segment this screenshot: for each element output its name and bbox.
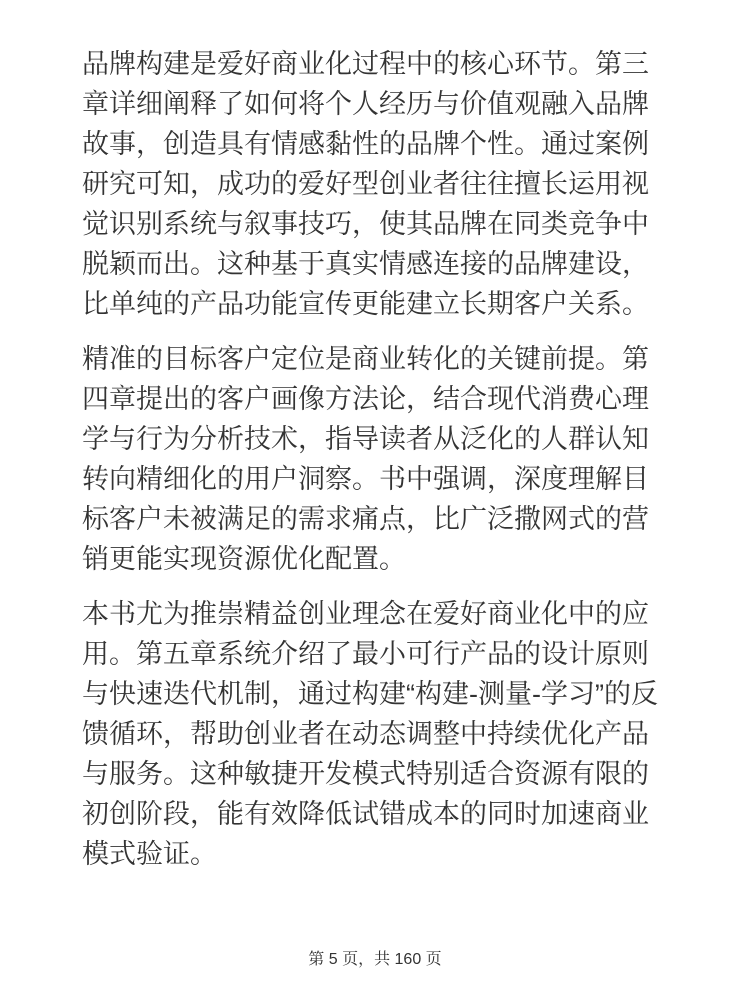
document-body bbox=[82, 44, 672, 889]
page-number-indicator: 第 5 页，共 160 页 bbox=[308, 951, 442, 968]
paragraph-customer-targeting: 精准的目标客户定位是商业转化的关键前提。第四章提出的客户画像方法论，结合现代消费心理学与行为分析技术，指导读者从泛化的人群认知转向精细化的用户洞察。书中强调，深度理解目标客户未被满足的需求痛点，比广泛撒网式的营销更能实现资源优化配置。 bbox=[82, 344, 649, 574]
paragraph-lean-startup: 本书尤为推崇精益创业理念在爱好商业化中的应用。第五章系统介绍了最小可行产品的设计原则与快速迭代机制，通过构建“构建-测量-学习”的反馈循环，帮助创业者在动态调整中持续优化产品与服务。这种敏捷开发模式特别适合资源有限的初创阶段，能有效降低试错成本的同时加速商业模式验证。 bbox=[82, 599, 658, 869]
paragraph-brand-building: 品牌构建是爱好商业化过程中的核心环节。第三章详细阐释了如何将个人经历与价值观融入品牌故事，创造具有情感黏性的品牌个性。通过案例研究可知，成功的爱好型创业者往往擅长运用视觉识别系统与叙事技巧，使其品牌在同类竞争中脱颖而出。这种基于真实情感连接的品牌建设，比单纯的产品功能宣传更能建立长期客户关系。 bbox=[82, 49, 649, 319]
page-footer bbox=[0, 950, 750, 970]
